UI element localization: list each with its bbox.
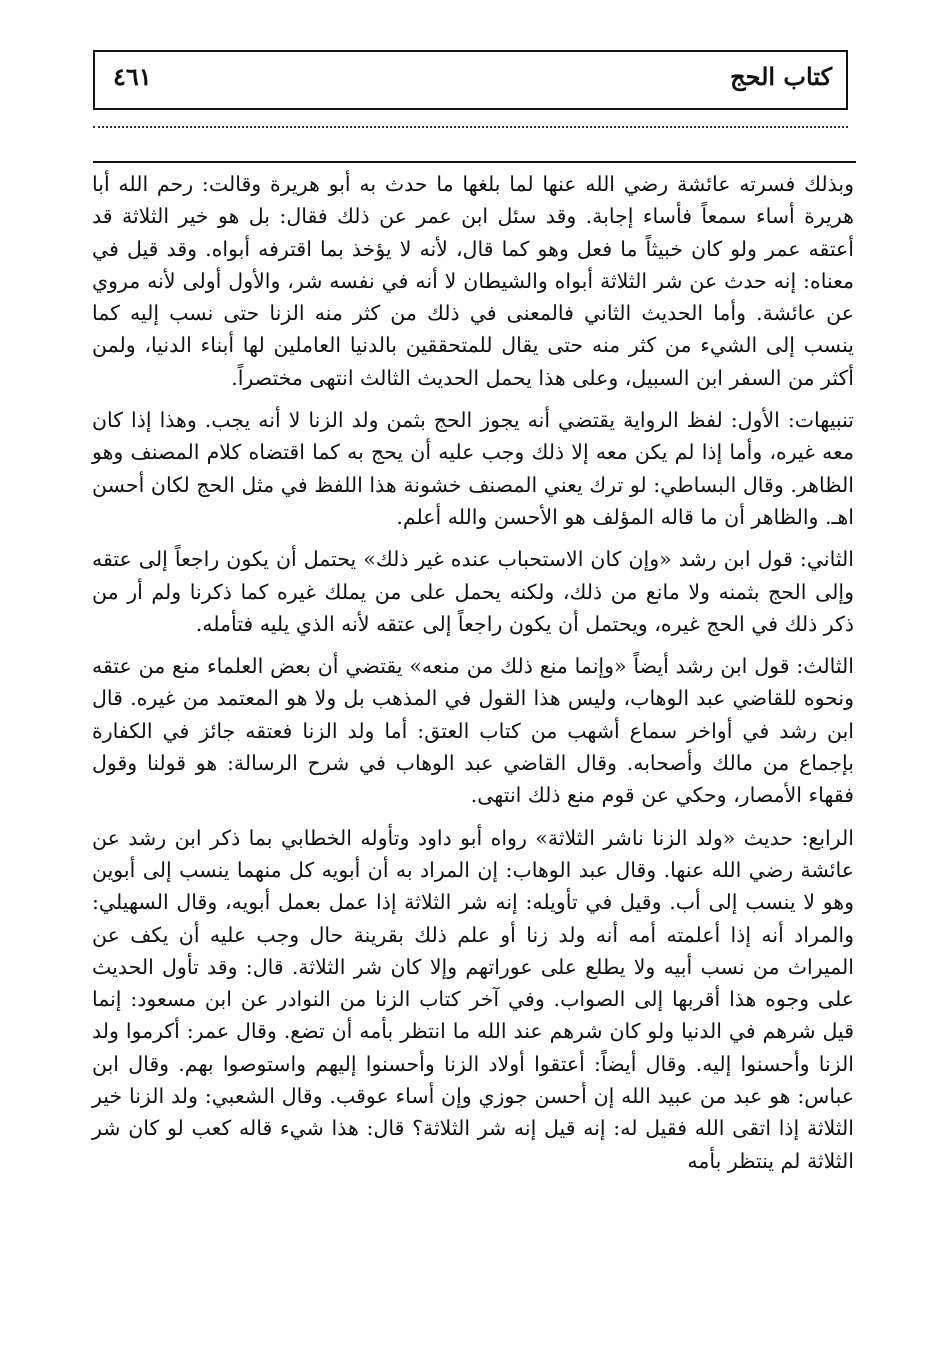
paragraph-third: الثالث: قول ابن رشد أيضاً «وإنما منع ذلك من منعه» يقتضي أن بعض العلماء منع من عتقه ونحوه للقاضي عبد الوهاب، وليس هذا القول في المذهب بل ولا هو المعتمد من غيره. قال ابن رشد في أواخر سماع أشهب من كتاب العتق: أما ولد الزنا فعتقه جائز في الكفارة بإجماع من مالك وأصحابه. وقال القاضي عبد الوهاب في شرح الرسالة: هو قولنا وقول فقهاء الأمصار، وحكي عن قوم منع ذلك انتهى. xyxy=(92,654,854,808)
book-title: كتاب الحج xyxy=(730,62,832,91)
paragraph-fourth: الرابع: حديث «ولد الزنا ناشر الثلاثة» رواه أبو داود وتأوله الخطابي بما ذكر ابن رشد عن عائشة رضي الله عنها. وقال عبد الوهاب: إن المراد به أن أبويه كل منهما ينسب إلى أبوين وهو لا ينسب إلى أب. وقيل في تأويله: إنه شر الثلاثة إذا عمل بعمل أبويه، وقال السهيلي: والمراد أنه إذا أعلمته أمه أنه ولد زنا أو علم ذلك بقرينة حال وجب عليه أن يكف عن الميراث من نسب أبيه ولا يطلع على عوراتهم وإلا كان شر الثلاثة. قال: وقد تأول الحديث على وجوه هذا أقربها إلى الصواب. وفي آخر كتاب الزنا من النوادر عن ابن مسعود: إنما قيل شرهم في الدنيا ولو كان شرهم عند الله ما انتظر بأمه أن تضع. وقال عمر: أكرموا ولد الزنا وأحسنوا إليه. وقال أيضاً: أعتقوا أولاد الزنا وأحسنوا إليهم واستوصوا بهم. وقال ابن عباس: هو عبد من عبيد الله إن أحسن جوزي وإن أساء عوقب. وقال الشعبي: ولد الزنا خير الثلاثة إذا اتقى الله فقيل له: إنه قيل إنه شر الثلاثة؟ قال: هذا شيء قاله كعب لو كان شر الثلاثة لم ينتظر بأمه xyxy=(92,825,854,1173)
paragraph-second: الثاني: قول ابن رشد «وإن كان الاستحباب عنده غير ذلك» يحتمل أن يكون راجعاً إلى عتقه وإلى الحج بثمنه ولا مانع من ذلك، ولكنه يحمل على من يملك غيره كما ذكرنا ولم أر من ذكر ذلك في الحج غيره، ويحتمل أن يكون راجعاً إلى عتقه لأنه الذي يليه فتأمله. xyxy=(92,547,854,636)
paragraph-intro: وبذلك فسرته عائشة رضي الله عنها لما بلغها ما حدث به أبو هريرة وقالت: رحم الله أبا هريرة أساء سمعاً فأساء إجابة. وقد سئل ابن عمر عن ذلك فقال: بل هو خير الثلاثة قد أعتقه عمر ولو كان خبيثاً ما فعل وهو كما قال، لأنه لا يؤخذ بما اقترفه أبواه. وقد قيل في معناه: إنه حدث عن شر الثلاثة أبواه والشيطان لا أنه في نفسه شر، والأول أولى لأنه مروي عن عائشة. وأما الحديث الثاني فالمعنى في ذلك من كثر منه الزنا حتى نسب إليه كما ينسب إلى الشيء من كثر منه حتى يقال للمتحققين بالدنيا العاملين لها أبناء الدنيا، ولمن أكثر من السفر ابن السبيل، وعلى هذا يحمل الحديث الثالث انتهى مختصراً. xyxy=(92,172,854,390)
page-header xyxy=(93,50,848,110)
page-body xyxy=(92,168,854,1177)
dotted-separator xyxy=(93,126,848,128)
header-rule xyxy=(93,161,856,163)
page-number: ٤٦١ xyxy=(113,62,152,91)
paragraph-notes-first: تنبيهات: الأول: لفظ الرواية يقتضي أنه يجوز الحج بثمن ولد الزنا لا أنه يجب. وهذا إذا كان معه غيره، وأما إذا لم يكن معه إلا ذلك وجب عليه أن يحج به كما اقتضاه كلام المصنف وهو الظاهر. وقال البساطي: لو ترك يعني المصنف خشونة هذا اللفظ في مثل الحج لكان أحسن اهـ. والظاهر أن ما قاله المؤلف هو الأحسن والله أعلم. xyxy=(92,408,854,529)
